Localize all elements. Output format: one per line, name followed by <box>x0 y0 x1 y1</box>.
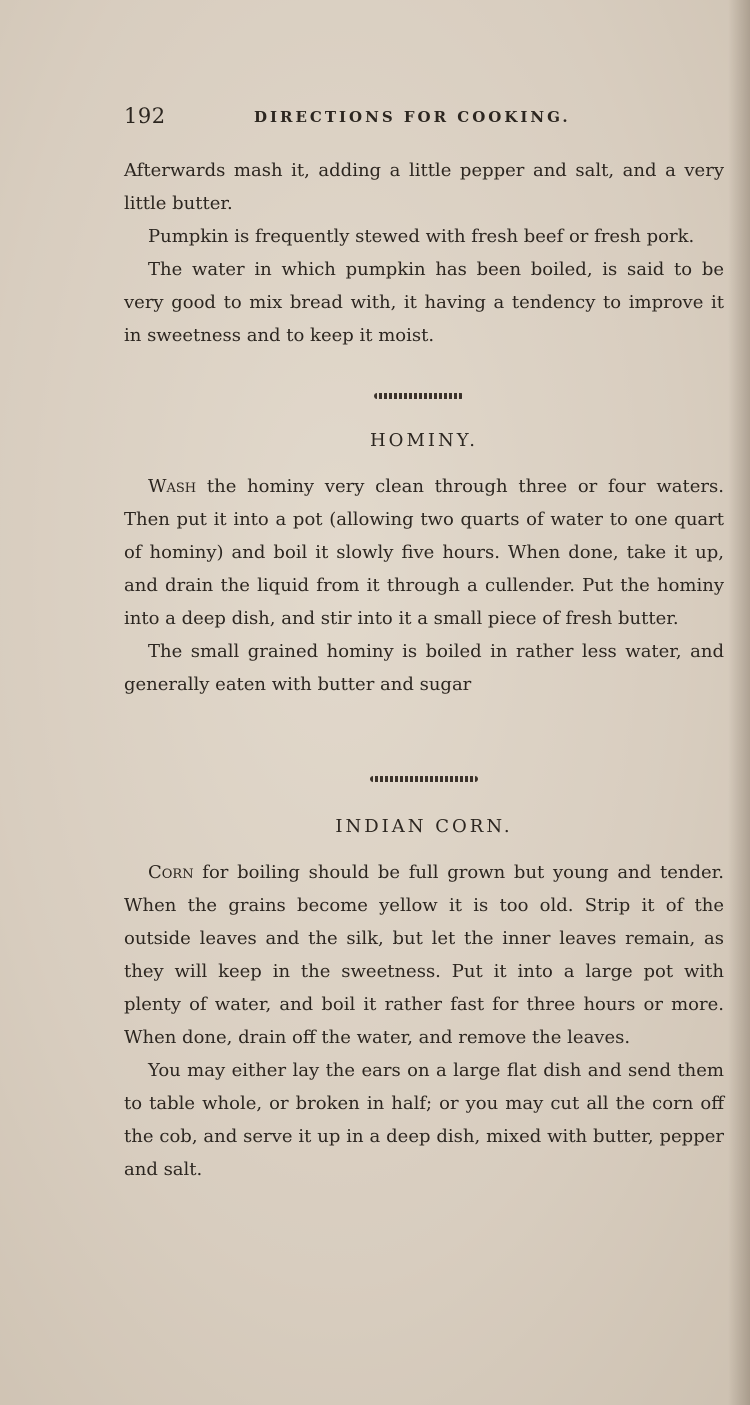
indian-corn-section <box>124 856 724 1186</box>
section-divider <box>370 776 478 782</box>
section-divider <box>374 393 464 399</box>
hominy-paragraph-2: The small grained hominy is boiled in rather less water, and generally eaten with butter and sugar <box>124 641 724 695</box>
hominy-lead-word: Wash <box>148 476 197 497</box>
pumpkin-paragraph-1: Afterwards mash it, adding a little pepper and salt, and a very little butter. <box>124 160 724 214</box>
pumpkin-section <box>124 154 724 352</box>
corn-paragraph-1-text: for boiling should be full grown but young and tender. When the grains become yellow it is too old. Strip it of the outside leaves and the silk, but let the inner leaves remain, as they will keep in the sweetness. Put it into a large pot with plenty of water, and boil it rather fast for three hours or more. When done, drain off the water, and remove the leaves. <box>124 862 724 1048</box>
corn-paragraph-1 <box>124 856 724 1054</box>
page-number: 192 <box>124 104 166 128</box>
corn-lead-word: Corn <box>148 862 194 883</box>
pumpkin-paragraph-3: The water in which pumpkin has been boiled, is said to be very good to mix bread with, it having a tendency to improve it in sweetness and to keep it moist. <box>124 259 724 346</box>
page-header <box>124 104 724 134</box>
hominy-heading: HOMINY. <box>369 430 479 451</box>
indian-corn-heading: INDIAN CORN. <box>335 816 513 837</box>
hominy-section <box>124 470 724 701</box>
pumpkin-paragraph-2: Pumpkin is frequently stewed with fresh beef or fresh pork. <box>148 226 695 247</box>
running-head: DIRECTIONS FOR COOKING. <box>254 108 571 126</box>
corn-paragraph-2: You may either lay the ears on a large flat dish and send them to table whole, or broken in half; or you may cut all the corn off the cob, and serve it up in a deep dish, mixed with butter, pepper and salt. <box>124 1060 724 1180</box>
hominy-paragraph-1 <box>124 470 724 635</box>
hominy-paragraph-1-text: the hominy very clean through three or four waters. Then put it into a pot (allowing two quarts of water to one quart of hominy) and boil it slowly five hours. When done, take it up, and drain the liquid from it through a cullender. Put the hominy into a deep dish, and stir into it a small piece of fresh butter. <box>124 476 724 629</box>
